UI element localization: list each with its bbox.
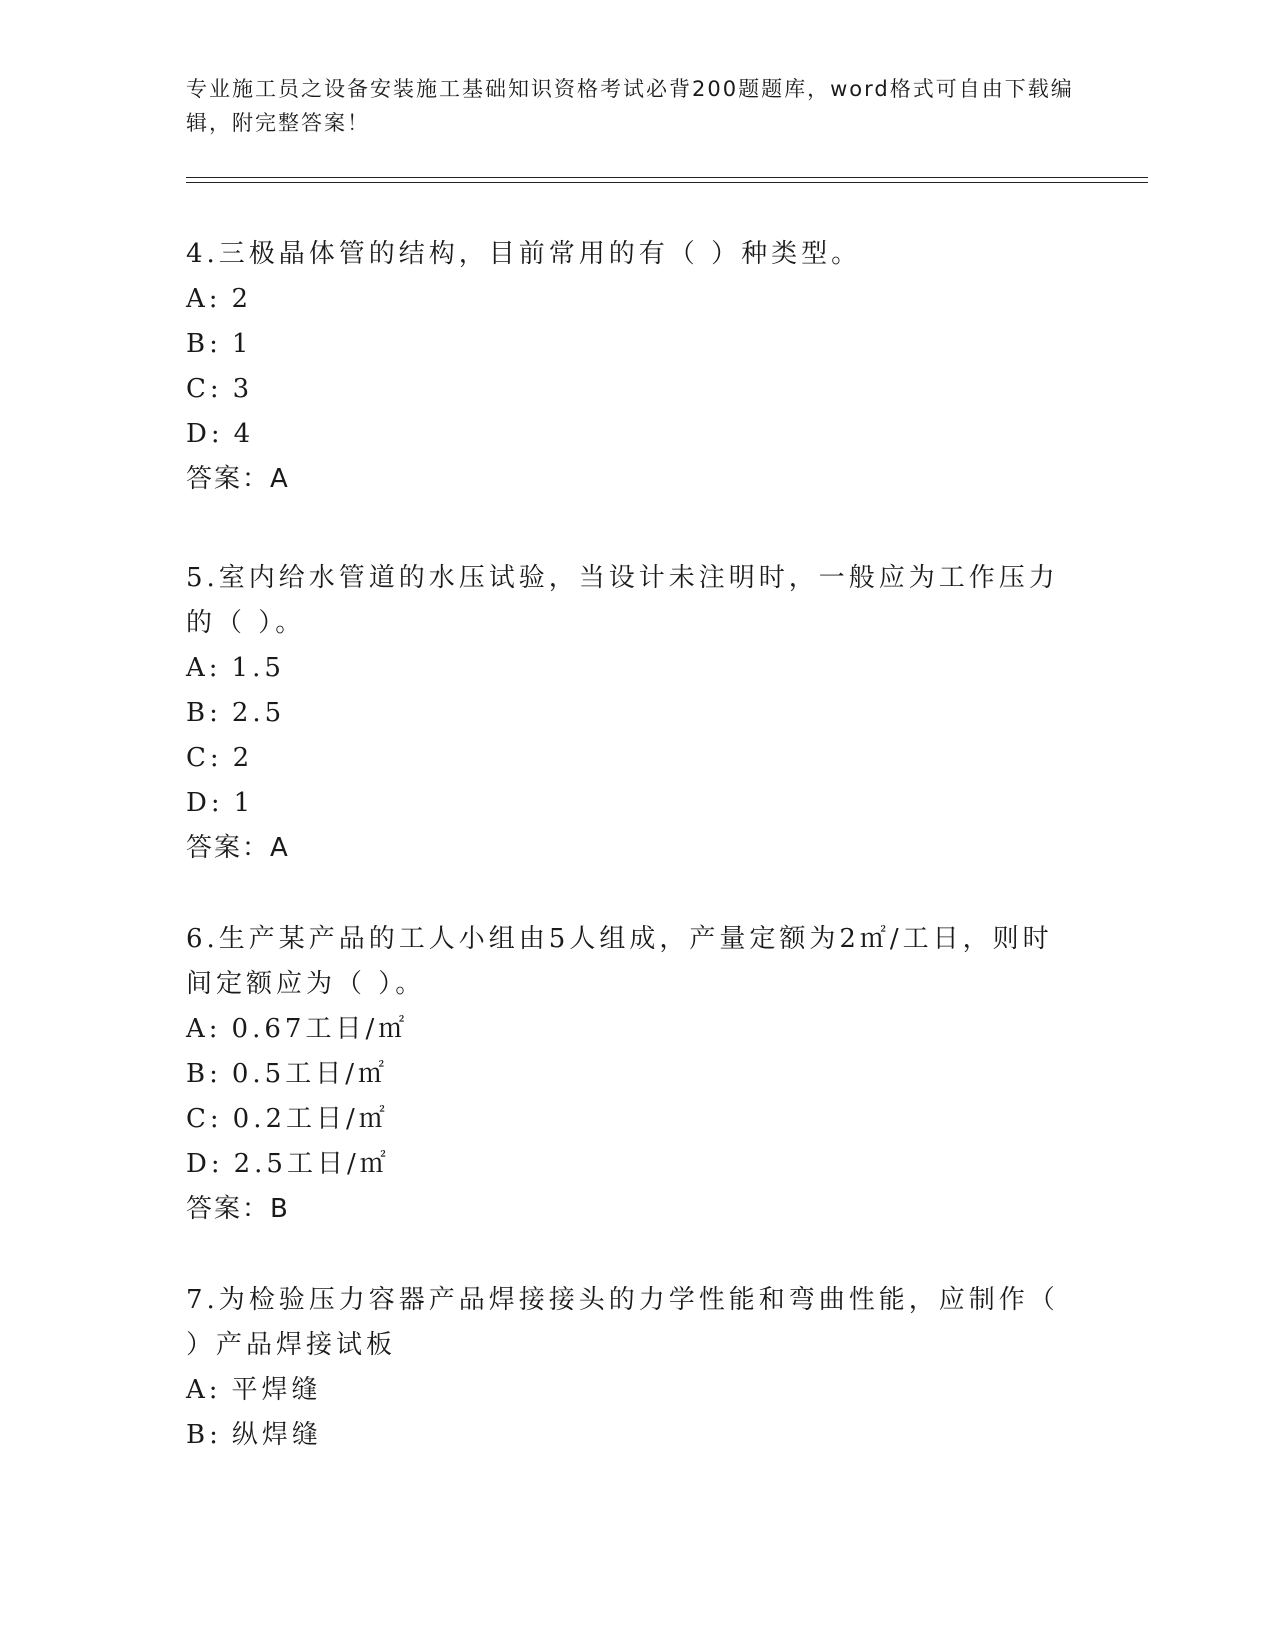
- option-value: 1.5: [231, 653, 285, 683]
- option-d: [186, 412, 1066, 457]
- option-value: 2.5工日/㎡: [233, 1149, 390, 1179]
- option-letter: D:: [186, 419, 224, 449]
- option-b: [186, 691, 1066, 736]
- option-letter: A:: [186, 284, 222, 314]
- answer-line: 答案：A: [186, 833, 290, 863]
- question-text: 6.生产某产品的工人小组由5人组成，产量定额为2㎡/工日，则时间定额应为（ ）。: [186, 924, 1053, 999]
- option-a: [186, 1007, 1066, 1052]
- option-a: [186, 646, 1066, 691]
- option-value: 2: [232, 743, 254, 773]
- option-b: [186, 1052, 1066, 1097]
- question-text: 7.为检验压力容器产品焊接接头的力学性能和弯曲性能，应制作（ ）产品焊接试板: [186, 1285, 1059, 1360]
- option-letter: B:: [186, 1059, 222, 1089]
- option-c: [186, 736, 1066, 781]
- header-divider-top: [186, 177, 1148, 178]
- option-value: 3: [232, 374, 254, 404]
- option-letter: B:: [186, 329, 222, 359]
- question-5: [186, 556, 1066, 871]
- header-divider-bottom: [186, 182, 1148, 183]
- question-7: [186, 1278, 1066, 1458]
- answer-line: 答案：B: [186, 1194, 290, 1224]
- option-value: 纵焊缝: [231, 1420, 322, 1450]
- option-letter: D:: [186, 788, 224, 818]
- document-header: 专业施工员之设备安装施工基础知识资格考试必背200题题库，word格式可自由下载编辑，附完整答案！: [186, 77, 1074, 135]
- option-letter: B:: [186, 1420, 222, 1450]
- option-letter: B:: [186, 698, 222, 728]
- option-d: [186, 781, 1066, 826]
- option-value: 0.5工日/㎡: [231, 1059, 388, 1089]
- option-letter: A:: [186, 653, 222, 683]
- option-b: [186, 322, 1066, 367]
- option-letter: A:: [186, 1014, 222, 1044]
- answer-line: 答案：A: [186, 464, 290, 494]
- option-letter: C:: [186, 1104, 223, 1134]
- option-letter: C:: [186, 743, 223, 773]
- question-6: [186, 917, 1066, 1232]
- option-b: [186, 1413, 1066, 1458]
- option-value: 2.5: [231, 698, 286, 728]
- option-c: [186, 367, 1066, 412]
- option-value: 平焊缝: [231, 1375, 322, 1405]
- option-a: [186, 277, 1066, 322]
- question-text: 5.室内给水管道的水压试验，当设计未注明时，一般应为工作压力的（ ）。: [186, 563, 1059, 638]
- option-letter: A:: [186, 1375, 222, 1405]
- question-4: [186, 232, 1066, 502]
- option-value: 1: [231, 329, 253, 359]
- option-value: 0.2工日/㎡: [232, 1104, 389, 1134]
- option-value: 4: [233, 419, 255, 449]
- option-value: 2: [231, 284, 253, 314]
- option-a: [186, 1368, 1066, 1413]
- question-text: 4.三极晶体管的结构，目前常用的有（ ）种类型。: [186, 239, 862, 269]
- option-value: 0.67工日/㎡: [231, 1014, 409, 1044]
- option-letter: D:: [186, 1149, 224, 1179]
- option-letter: C:: [186, 374, 223, 404]
- option-value: 1: [233, 788, 255, 818]
- option-c: [186, 1097, 1066, 1142]
- option-d: [186, 1142, 1066, 1187]
